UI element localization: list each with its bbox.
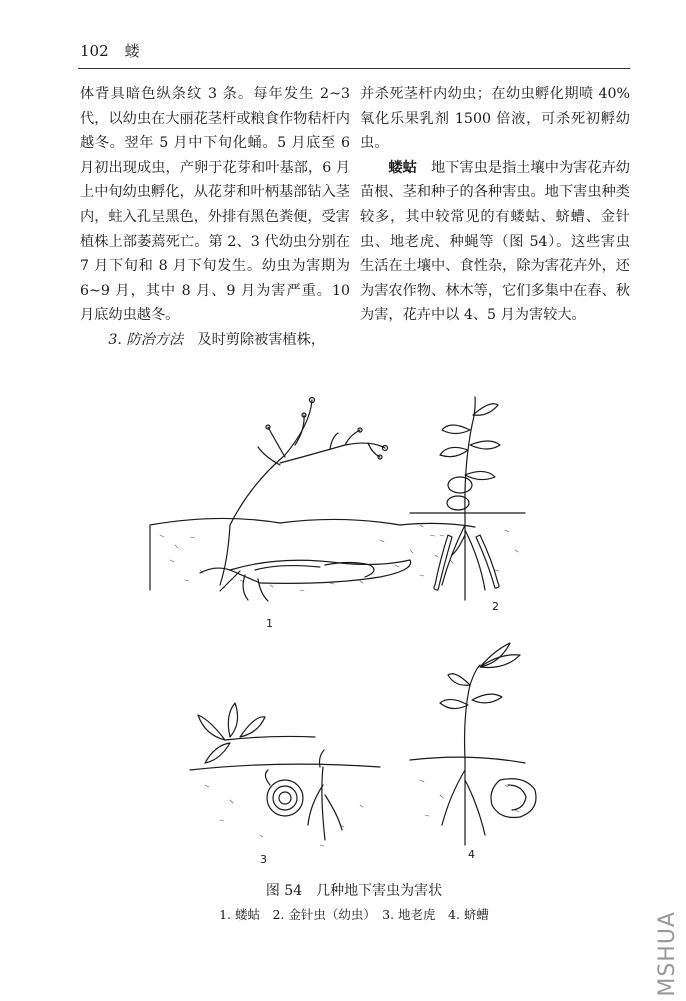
left-column [80,82,350,353]
panel-label-2: 2 [492,600,499,613]
panel-1-mole-cricket-drawing [150,398,475,602]
page-number: 102 [80,42,109,60]
right-paragraph-1: 并杀死茎杆内幼虫；在幼虫孵化期喷 40% 氧化乐果乳剂 1500 倍液，可杀死初孵幼虫。 [360,86,630,152]
panel-label-4: 4 [468,848,475,861]
pest-damage-illustration [80,385,628,875]
left-paragraph-2 [80,328,350,353]
running-title: 蝼 [124,42,140,60]
figure-54 [80,385,628,875]
panel-label-1: 1 [266,617,273,630]
right-column [360,82,630,328]
panel-2-wireworm-drawing [410,397,525,600]
control-method-text: 及时剪除被害植株， [183,331,326,348]
figure-caption: 图 54 几种地下害虫为害状 [265,883,443,899]
figure-subcaption: 1. 蝼蛄 2. 金针虫（幼虫） 3. 地老虎 4. 蛴螬 [219,907,489,922]
watermark: MSHUA [655,911,680,997]
right-paragraph-2 [360,156,630,328]
control-method-label: 3. 防治方法 [108,331,184,348]
underground-pests-text: 地下害虫是指土壤中为害花卉幼苗根、茎和种子的各种害虫。地下害虫种类较多，其中较常见的有蝼蛄、蛴螬、金针虫、地老虎、种蝇等（图 54）。这些害虫生活在土壤中、食性杂，除为害花卉外，还为害农作物、林木等，它们多集中在春、秋为害，花卉中以 4、5 月为害较大。 [360,159,630,324]
left-paragraph-1: 体背具暗色纵条纹 3 条。每年发生 2~3 代，以幼虫在大丽花茎杆或粮食作物秸杆内越冬。翌年 5 月中下旬化蛹。5 月底至 6 月初出现成虫，产卵于花芽和叶基部，6 月上中旬幼虫孵化，从花芽和叶柄基部钻入茎内，蛀入孔呈黑色，外排有黑色粪便，受害植株上部萎蔫死亡。第 2、3 代幼虫分别在 7 月下旬和 8 月下旬发生。幼虫为害期为 6~9 月，其中 8 月、9 月为害严重。10 月底幼虫越冬。 [80,86,350,324]
mole-cricket-heading: 蝼蛄 [388,159,417,176]
page-header [80,40,628,61]
panel-label-3: 3 [260,853,267,866]
panel-4-grub-drawing [410,643,536,845]
panel-3-cutworm-drawing [190,703,380,846]
header-rule [78,68,630,69]
